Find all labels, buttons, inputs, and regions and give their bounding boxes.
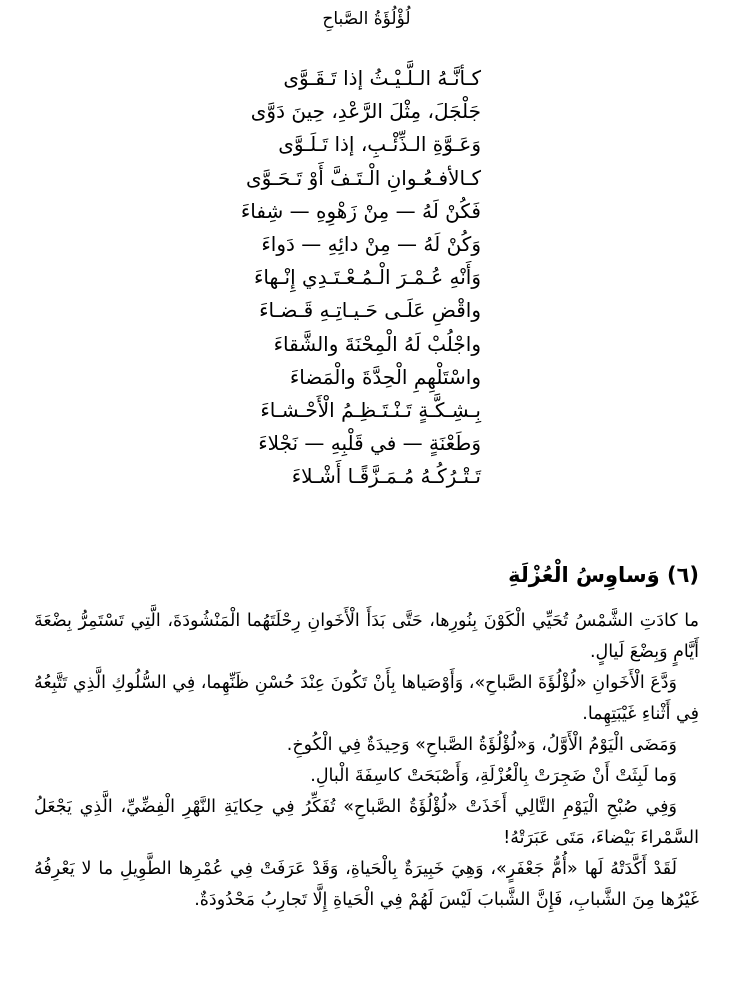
poem-line: كـالأفـعُـوانِ الْـتَـفَّ أَوْ تَـحَـوَّى (246, 165, 481, 190)
poem-line: واجْلُبْ لَهُ الْمِحْنَةَ والشَّقاءَ (273, 331, 481, 356)
poem-line: واقْضِ عَلَـى حَـيـاتِـهِ قَـضـاءَ (259, 298, 481, 323)
poem-line: جَلْجَلَ، مِثْلَ الرَّعْدِ، حِينَ دَوَّى (250, 99, 481, 124)
section-heading: (٦) وَساوِسُ الْعُزْلَةِ (508, 563, 699, 587)
poem-line: فَكُنْ لَهُ — مِنْ زَهْوِهِ — شِفاءَ (240, 198, 481, 223)
poem-line: وَطَعْنَةٍ — في قَلْبِهِ — نَجْلاءَ (258, 431, 481, 456)
paragraph: وَمَضَى الْيَوْمُ الْأَوَّلُ، وَ«لُؤْلُؤَةُ الصَّباحِ» وَحِيدَةٌ فِي الْكُوخِ. (286, 735, 677, 755)
poem-line: بِـشِـكَّـةٍ تَـنْـتَـظِـمُ الْأَحْـشـاءَ (260, 397, 481, 422)
paragraph: لَقَدْ أَكَّدَتْهُ لَها «أُمُّ جَعْفَرٍ»، وَهِيَ خَبِيرَةٌ بِالْحَياةِ، وَقَدْ عَرَفَتْ فِي عُمْرِها الطَّوِيلِ ما لا يَعْرِفُهُ غَيْرُها مِنَ الشَّبابِ، فَإِنَّ الشَّبابَ لَيْسَ لَهُمْ فِي الْحَياةِ إِلَّا تَجارِبُ مَحْدُودَةٌ. (34, 859, 699, 910)
poem-line: واسْتَلْهِمِ الْحِدَّةَ والْمَضاءَ (289, 364, 481, 389)
poem-line: وَكُنْ لَهُ — مِنْ دائِهِ — دَواءَ (261, 231, 481, 256)
poem-line: وَأَنْهِ عُـمْـرَ الْـمُـعْـتَـدِي إِنْـهاءَ (253, 265, 481, 290)
poem-line: وَعَـوَّةِ الـذِّئْـبِ، إذا تَـلَـوَّى (278, 132, 481, 157)
paragraph: وَفِي صُبْحِ الْيَوْمِ التَّالِي أَخَذَتْ «لُؤْلُؤَةُ الصَّباحِ» تُفَكِّرُ فِي حِكايَةِ النَّهْرِ الْفِضِّيِّ، الَّذِي يَجْعَلُ السَّمْراءَ بَيْضاءَ، مَتَى عَبَرَتْهُ! (34, 797, 699, 848)
prose-body (34, 606, 699, 916)
paragraph: وَما لَبِثَتْ أَنْ ضَجِرَتْ بِالْعُزْلَةِ، وَأَصْبَحَتْ كاسِفَةَ الْبالِ. (310, 766, 677, 786)
poem-block (241, 62, 481, 493)
poem-line: كـأنَّـهُ الـلَّـيْـثُ إذا تَـقَـوَّى (283, 66, 481, 90)
paragraph: وَدَّعَ الْأَخَوانِ «لُؤْلُؤَةَ الصَّباحِ»، وَأَوْصَياها بِأَنْ تَكُونَ عِنْدَ حُسْنِ ظَنِّهِما، فِي السُّلُوكِ الَّذِي تَتَّبِعُهُ فِي أَثْناءِ غَيْبَتِهِما. (34, 673, 699, 724)
paragraph: ما كادَتِ الشَّمْسُ تُحَيِّي الْكَوْنَ بِنُورِها، حَتَّى بَدَأَ الْأَخَوانِ رِحْلَتَهُما الْمَنْشُودَةَ، الَّتِي تَسْتَمِرُّ بِضْعَةَ أَيَّامٍ وَبِضْعَ لَيالٍ. (34, 611, 699, 662)
running-header: لُؤْلُؤَةُ الصَّباحِ (322, 9, 411, 29)
poem-line: تَـتْـرُكُـهُ مُـمَـزَّقًـا أَشْـلاءَ (291, 464, 481, 489)
